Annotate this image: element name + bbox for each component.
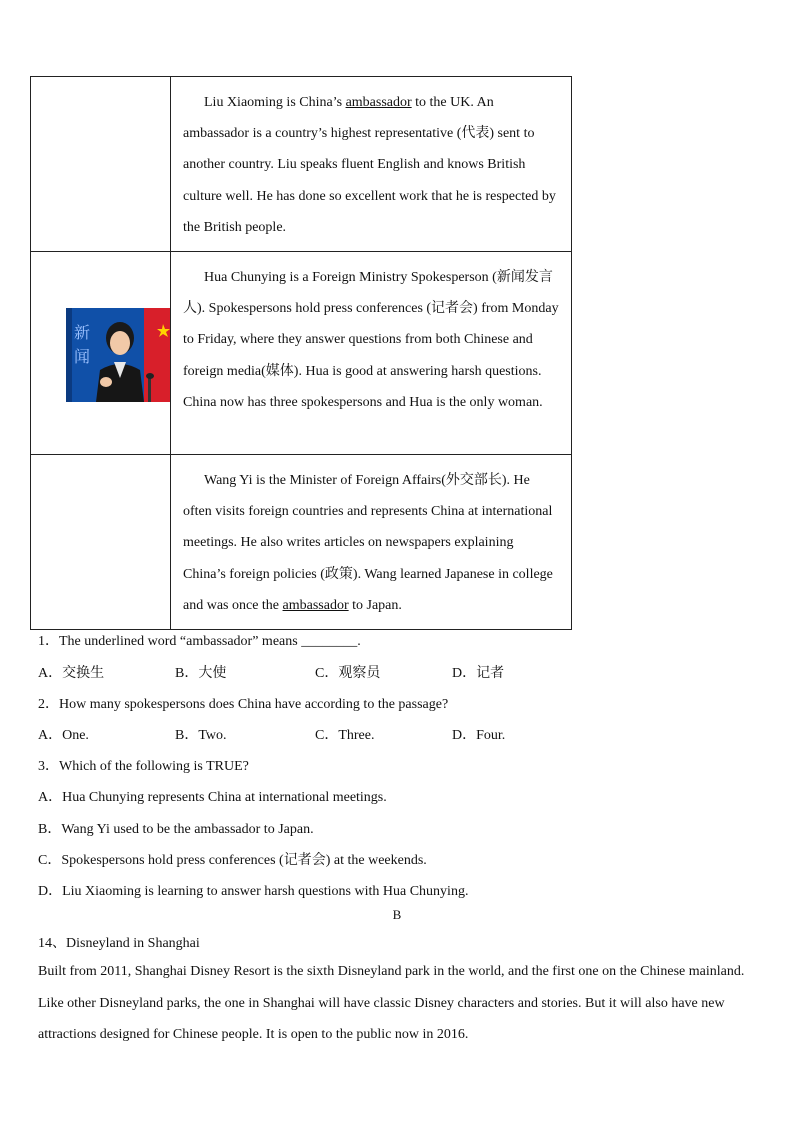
table-row xyxy=(31,252,572,455)
passage-segment: to Japan. xyxy=(348,597,402,613)
section-heading: 14、Disneyland in Shanghai xyxy=(38,936,200,951)
svg-text:新: 新 xyxy=(74,323,91,343)
passage-text xyxy=(183,465,559,621)
option-a[interactable]: A．One. xyxy=(38,728,89,743)
option-a[interactable]: A．交换生 xyxy=(38,666,105,681)
underlined-word: ambassador xyxy=(282,597,349,613)
svg-text:闻: 闻 xyxy=(74,347,91,367)
option-c[interactable]: C．Three. xyxy=(315,728,375,743)
image-cell xyxy=(31,77,171,252)
passage-table xyxy=(30,76,572,630)
section-letter: B xyxy=(392,907,402,922)
underlined-word: ambassador xyxy=(345,95,412,110)
image-cell xyxy=(31,455,171,630)
question-1-stem: 1．The underlined word “ambassador” means ________. xyxy=(38,634,361,649)
section-paragraph: Built from 2011, Shanghai Disney Resort is the sixth Disneyland park in the world, and the first one on the Chinese mainland. Like other Disneyland parks, the one in Shanghai will have classic Disney characters and stories. But it will also have new attractions designed for Chinese people. It is open to the public now in 2016. xyxy=(38,964,745,1042)
option-d[interactable]: D．Liu Xiaoming is learning to answer harsh questions with Hua Chunying. xyxy=(38,884,469,899)
passage-cell-hua xyxy=(171,252,572,455)
option-a[interactable]: A．Hua Chunying represents China at international meetings. xyxy=(38,790,387,805)
passage-segment: Liu Xiaoming is China’s xyxy=(204,95,346,110)
option-c[interactable]: C．观察员 xyxy=(315,666,381,681)
passage-text xyxy=(183,262,559,418)
option-b[interactable]: B．Two. xyxy=(175,728,227,743)
question-2-options xyxy=(38,724,598,744)
option-b[interactable]: B．Wang Yi used to be the ambassador to Japan. xyxy=(38,822,314,837)
option-b[interactable]: B．大使 xyxy=(175,666,227,681)
option-d[interactable]: D．记者 xyxy=(452,666,505,681)
table-row xyxy=(31,77,572,252)
passage-cell-liu xyxy=(171,77,572,252)
passage-cell-wang xyxy=(171,455,572,630)
hua-chunying-photo xyxy=(66,308,170,402)
question-1-options xyxy=(38,662,598,682)
option-d[interactable]: D．Four. xyxy=(452,728,506,743)
image-cell xyxy=(31,252,171,455)
table-row xyxy=(31,455,572,630)
passage-segment: Wang Yi is the Minister of Foreign Affairs(外交部长). He often visits foreign countries and represents China at international meetings. He also writes articles on newspapers explaining China’s foreign policies (政策). Wang learned Japanese in college and was once the xyxy=(183,473,553,613)
question-2-stem: 2．How many spokespersons does China have according to the passage? xyxy=(38,697,449,712)
question-3-stem: 3．Which of the following is TRUE? xyxy=(38,759,249,774)
passage-segment: to the UK. An ambassador is a country’s highest representative (代表) sent to another country. Liu speaks fluent English and knows British culture well. He has done so excellent work that he is respected by the British people. xyxy=(183,95,556,235)
passage-segment: Hua Chunying is a Foreign Ministry Spokesperson (新闻发言人). Spokespersons hold press conferences (记者会) from Monday to Friday, where they answer questions from both Chinese and foreign media(媒体). Hua is good at answering harsh questions. China now has three spokespersons and Hua is the only woman. xyxy=(183,270,559,410)
passage-text xyxy=(183,87,559,243)
option-c[interactable]: C．Spokespersons hold press conferences (记者会) at the weekends. xyxy=(38,853,427,868)
